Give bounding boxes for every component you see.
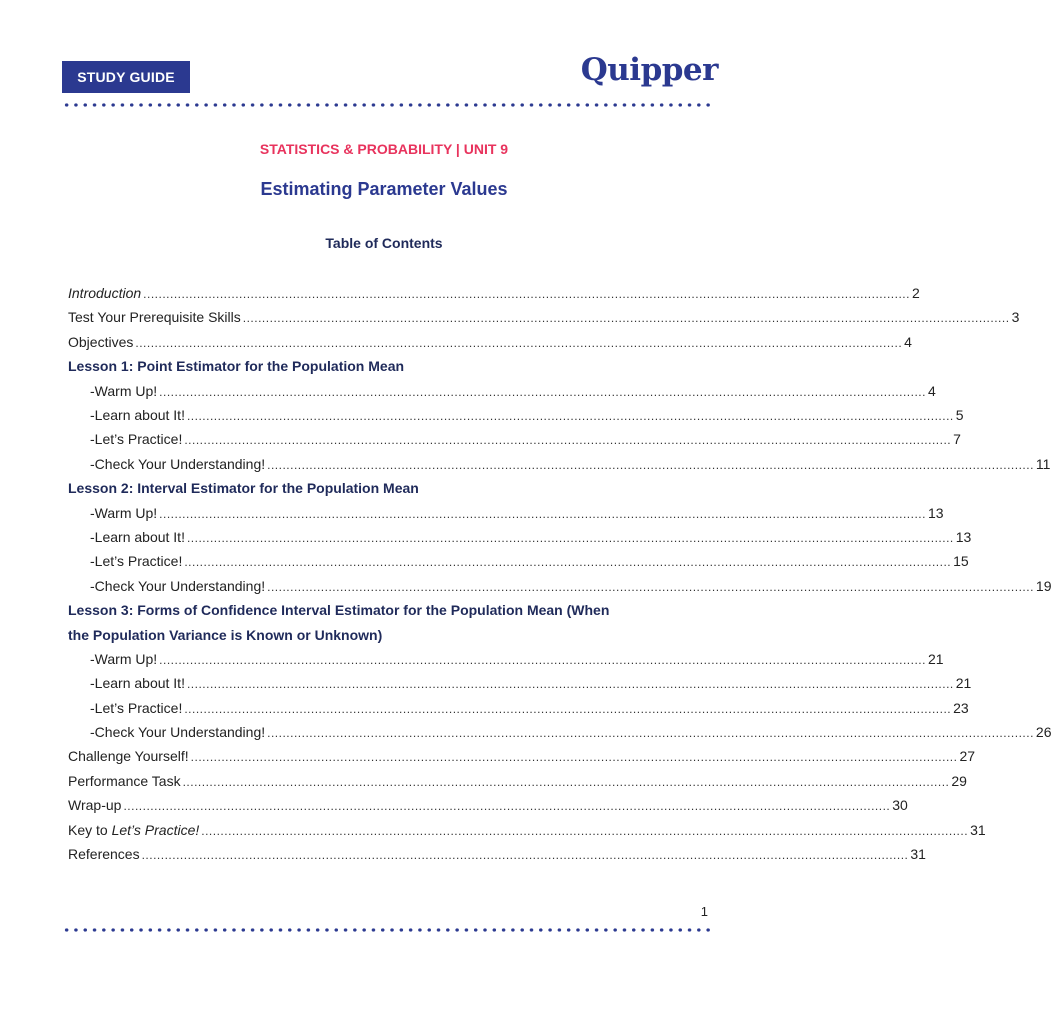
toc-entry-label: Check Your Understanding! [94,455,266,472]
toc-lesson-1-title[interactable]: Lesson 1: Point Estimator for the Population Mean [68,358,405,375]
toc-entry-page: 23 [953,699,969,716]
dash-bullet: - [90,675,95,692]
toc-entry-label: Let’s Practice! [94,431,183,448]
table-of-contents [68,281,1052,866]
dot-leader: ........................................................................................................................................................................................................ [186,408,954,423]
toc-entry-page: 31 [970,821,986,838]
dash-bullet: - [90,553,95,570]
toc-entry-label: Objectives [68,333,134,350]
toc-entry-page: 26 [1035,724,1052,741]
toc-entry-wrap-up[interactable] [68,793,908,817]
toc-entry-page: 21 [955,675,972,692]
toc-entry-label: Wrap-up [68,797,122,814]
toc-subentry[interactable] [68,696,969,720]
dot-leader: ........................................................................................................................................................................................................ [159,506,926,521]
toc-entry-page: 4 [927,382,936,399]
dot-leader: ........................................................................................................................................................................................................ [201,823,969,838]
dot-leader: ........................................................................................................................................................................................................ [143,287,910,301]
toc-entry-label: Learn about It! [94,528,185,545]
dot-leader: ........................................................................................................................................................................................................ [267,457,1034,472]
toc-lesson-3-title-line1[interactable]: Lesson 3: Forms of Confidence Interval Estimator for the Population Mean (When [68,602,610,619]
subject-unit-label: STATISTICS & PROBABILITY | UNIT 9 [259,141,509,157]
toc-entry-label: Check Your Understanding! [94,577,266,594]
toc-subentry[interactable] [68,525,972,549]
dot-leader: ........................................................................................................................................................................................................ [190,750,958,765]
dash-bullet: - [90,504,95,521]
dot-leader: ........................................................................................................................................................................................................ [182,774,950,789]
dot-leader: ........................................................................................................................................................................................................ [242,311,1010,326]
toc-entry-page: 15 [953,553,969,570]
toc-heading: Table of Contents [325,235,443,251]
toc-entry-page: 13 [955,528,972,545]
toc-entry-references[interactable] [68,842,926,866]
toc-entry-label: Learn about It! [94,675,185,692]
study-guide-badge: STUDY GUIDE [62,61,190,93]
dash-bullet: - [90,650,95,667]
toc-entry-page: 30 [892,797,908,814]
toc-subentry[interactable] [68,574,1052,598]
toc-subentry[interactable] [68,671,972,695]
toc-entry-label: Test Your Prerequisite Skills [68,309,241,326]
key-label-prefix: Key to [68,821,112,838]
dash-bullet: - [90,577,95,594]
quipper-logo: Quipper [580,52,718,88]
dash-bullet: - [90,455,95,472]
document-title: Estimating Parameter Values [260,179,508,199]
top-dotted-divider [62,103,710,107]
toc-entry-label: Warm Up! [94,382,158,399]
toc-lesson-2-title[interactable]: Lesson 2: Interval Estimator for the Population Mean [68,480,419,497]
dash-bullet: - [90,724,95,741]
toc-lesson-3-title-line2[interactable]: the Population Variance is Known or Unknown) [68,626,383,643]
toc-subentry[interactable] [68,501,944,525]
toc-entry-page: 31 [910,846,926,863]
dot-leader: ........................................................................................................................................................................................................ [184,701,952,716]
dash-bullet: - [90,431,95,448]
toc-entry-label: Let’s Practice! [94,553,183,570]
dot-leader: ........................................................................................................................................................................................................ [267,579,1034,594]
toc-entry-page: 4 [904,333,912,350]
page-number: 1 [700,904,708,919]
toc-entry-page: 29 [951,772,967,789]
toc-entry-label: References [68,846,140,863]
toc-entry-page: 11 [1035,455,1051,472]
toc-entry-page: 5 [955,406,964,423]
toc-entry-page: 2 [911,285,920,301]
toc-entry-page: 13 [927,504,944,521]
toc-subentry[interactable] [68,403,964,427]
toc-entry-label: Check Your Understanding! [94,724,266,741]
toc-entry-page: 21 [927,650,944,667]
dot-leader: ........................................................................................................................................................................................................ [184,433,952,448]
dash-bullet: - [90,406,95,423]
toc-entry-label: Learn about It! [94,406,185,423]
dash-bullet: - [90,699,95,716]
dot-leader: ........................................................................................................................................................................................................ [186,677,954,692]
toc-entry-label: Performance Task [68,772,181,789]
dot-leader: ........................................................................................................................................................................................................ [135,335,903,350]
toc-entry-page: 3 [1011,309,1020,326]
toc-subentry[interactable] [68,720,1052,744]
dash-bullet: - [90,382,95,399]
toc-entry-introduction[interactable] [68,281,920,305]
toc-subentry[interactable] [68,549,969,573]
toc-entry-label: Warm Up! [94,504,158,521]
toc-entry-page: 19 [1035,577,1052,594]
toc-entry-prerequisite-skills[interactable] [68,305,1020,329]
dot-leader: ........................................................................................................................................................................................................ [186,530,954,545]
key-label-italic: Let’s Practice! [111,821,200,838]
dot-leader: ........................................................................................................................................................................................................ [184,555,952,570]
toc-entry-key-to-practice[interactable] [68,818,986,842]
toc-entry-label: Introduction [68,285,142,301]
toc-entry-label [68,818,199,842]
toc-subentry[interactable] [68,427,961,451]
dot-leader: ........................................................................................................................................................................................................ [267,726,1034,741]
dot-leader: ........................................................................................................................................................................................................ [159,652,926,667]
dot-leader: ........................................................................................................................................................................................................ [159,384,926,399]
toc-entry-label: Warm Up! [94,650,158,667]
dash-bullet: - [90,528,95,545]
toc-entry-page: 7 [953,431,961,448]
toc-entry-label: Let’s Practice! [94,699,183,716]
toc-entry-label: Challenge Yourself! [68,748,189,765]
toc-subentry[interactable] [68,452,1051,476]
toc-subentry[interactable] [68,379,936,403]
toc-entry-challenge-yourself[interactable] [68,744,976,768]
bottom-dotted-divider [62,928,710,932]
dot-leader: ........................................................................................................................................................................................................ [123,799,891,814]
dot-leader: ........................................................................................................................................................................................................ [141,848,909,863]
toc-entry-page: 27 [959,748,976,765]
toc-entry-objectives[interactable] [68,330,912,354]
toc-subentry[interactable] [68,647,944,671]
toc-entry-performance-task[interactable] [68,769,967,793]
